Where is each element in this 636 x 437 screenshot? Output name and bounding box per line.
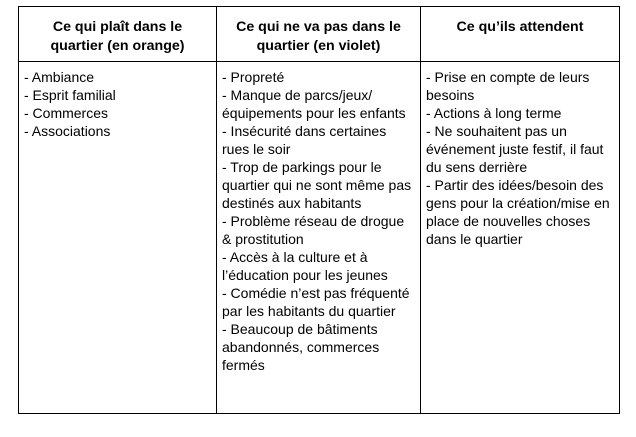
list-item: - Beaucoup de bâtiments abandonnés, commerces fermés [222,321,380,373]
header-likes-label: Ce qui plaît dans le quartier (en orange) [50,19,185,54]
content-row [19,62,620,414]
list-item: - Propreté [222,69,285,85]
list-item: - Manque de parcs/jeux/équipements pour les enfants [222,87,406,121]
header-row [19,7,620,62]
header-expectations-label: Ce qu’ils attendent [456,19,584,35]
list-item: - Ambiance [24,69,95,85]
header-likes [19,7,217,62]
cell-problems [217,62,421,414]
header-problems-label: Ce qui ne va pas dans le quartier (en violet) [236,19,401,54]
list-item: - Esprit familial [24,87,116,103]
list-item: - Comédie n’est pas fréquenté par les habitants du quartier [222,285,410,319]
list-expectations [426,68,613,248]
list-item: - Problème réseau de drogue & prostitution [222,213,405,247]
list-item: - Actions à long terme [426,105,562,121]
list-item: - Associations [24,123,111,139]
cell-expectations [421,62,620,414]
feedback-table [18,6,620,414]
list-item: - Partir des idées/besoin des gens pour la création/mise en place de nouvelles choses dans le quartier [426,177,610,247]
list-item: - Prise en compte de leurs besoins [426,69,590,103]
header-expectations [421,7,620,62]
list-problems [222,68,414,374]
list-item: - Commerces [24,105,109,121]
cell-likes [19,62,217,414]
feedback-table-container [18,6,619,414]
list-likes [24,68,210,140]
list-item: - Ne souhaitent pas un événement juste festif, il faut du sens derrière [426,123,604,175]
list-item: - Insécurité dans certaines rues le soir [222,123,387,157]
header-problems [217,7,421,62]
list-item: - Trop de parkings pour le quartier qui ne sont même pas destinés aux habitants [222,159,412,211]
list-item: - Accès à la culture et à l’éducation pour les jeunes [222,249,388,283]
